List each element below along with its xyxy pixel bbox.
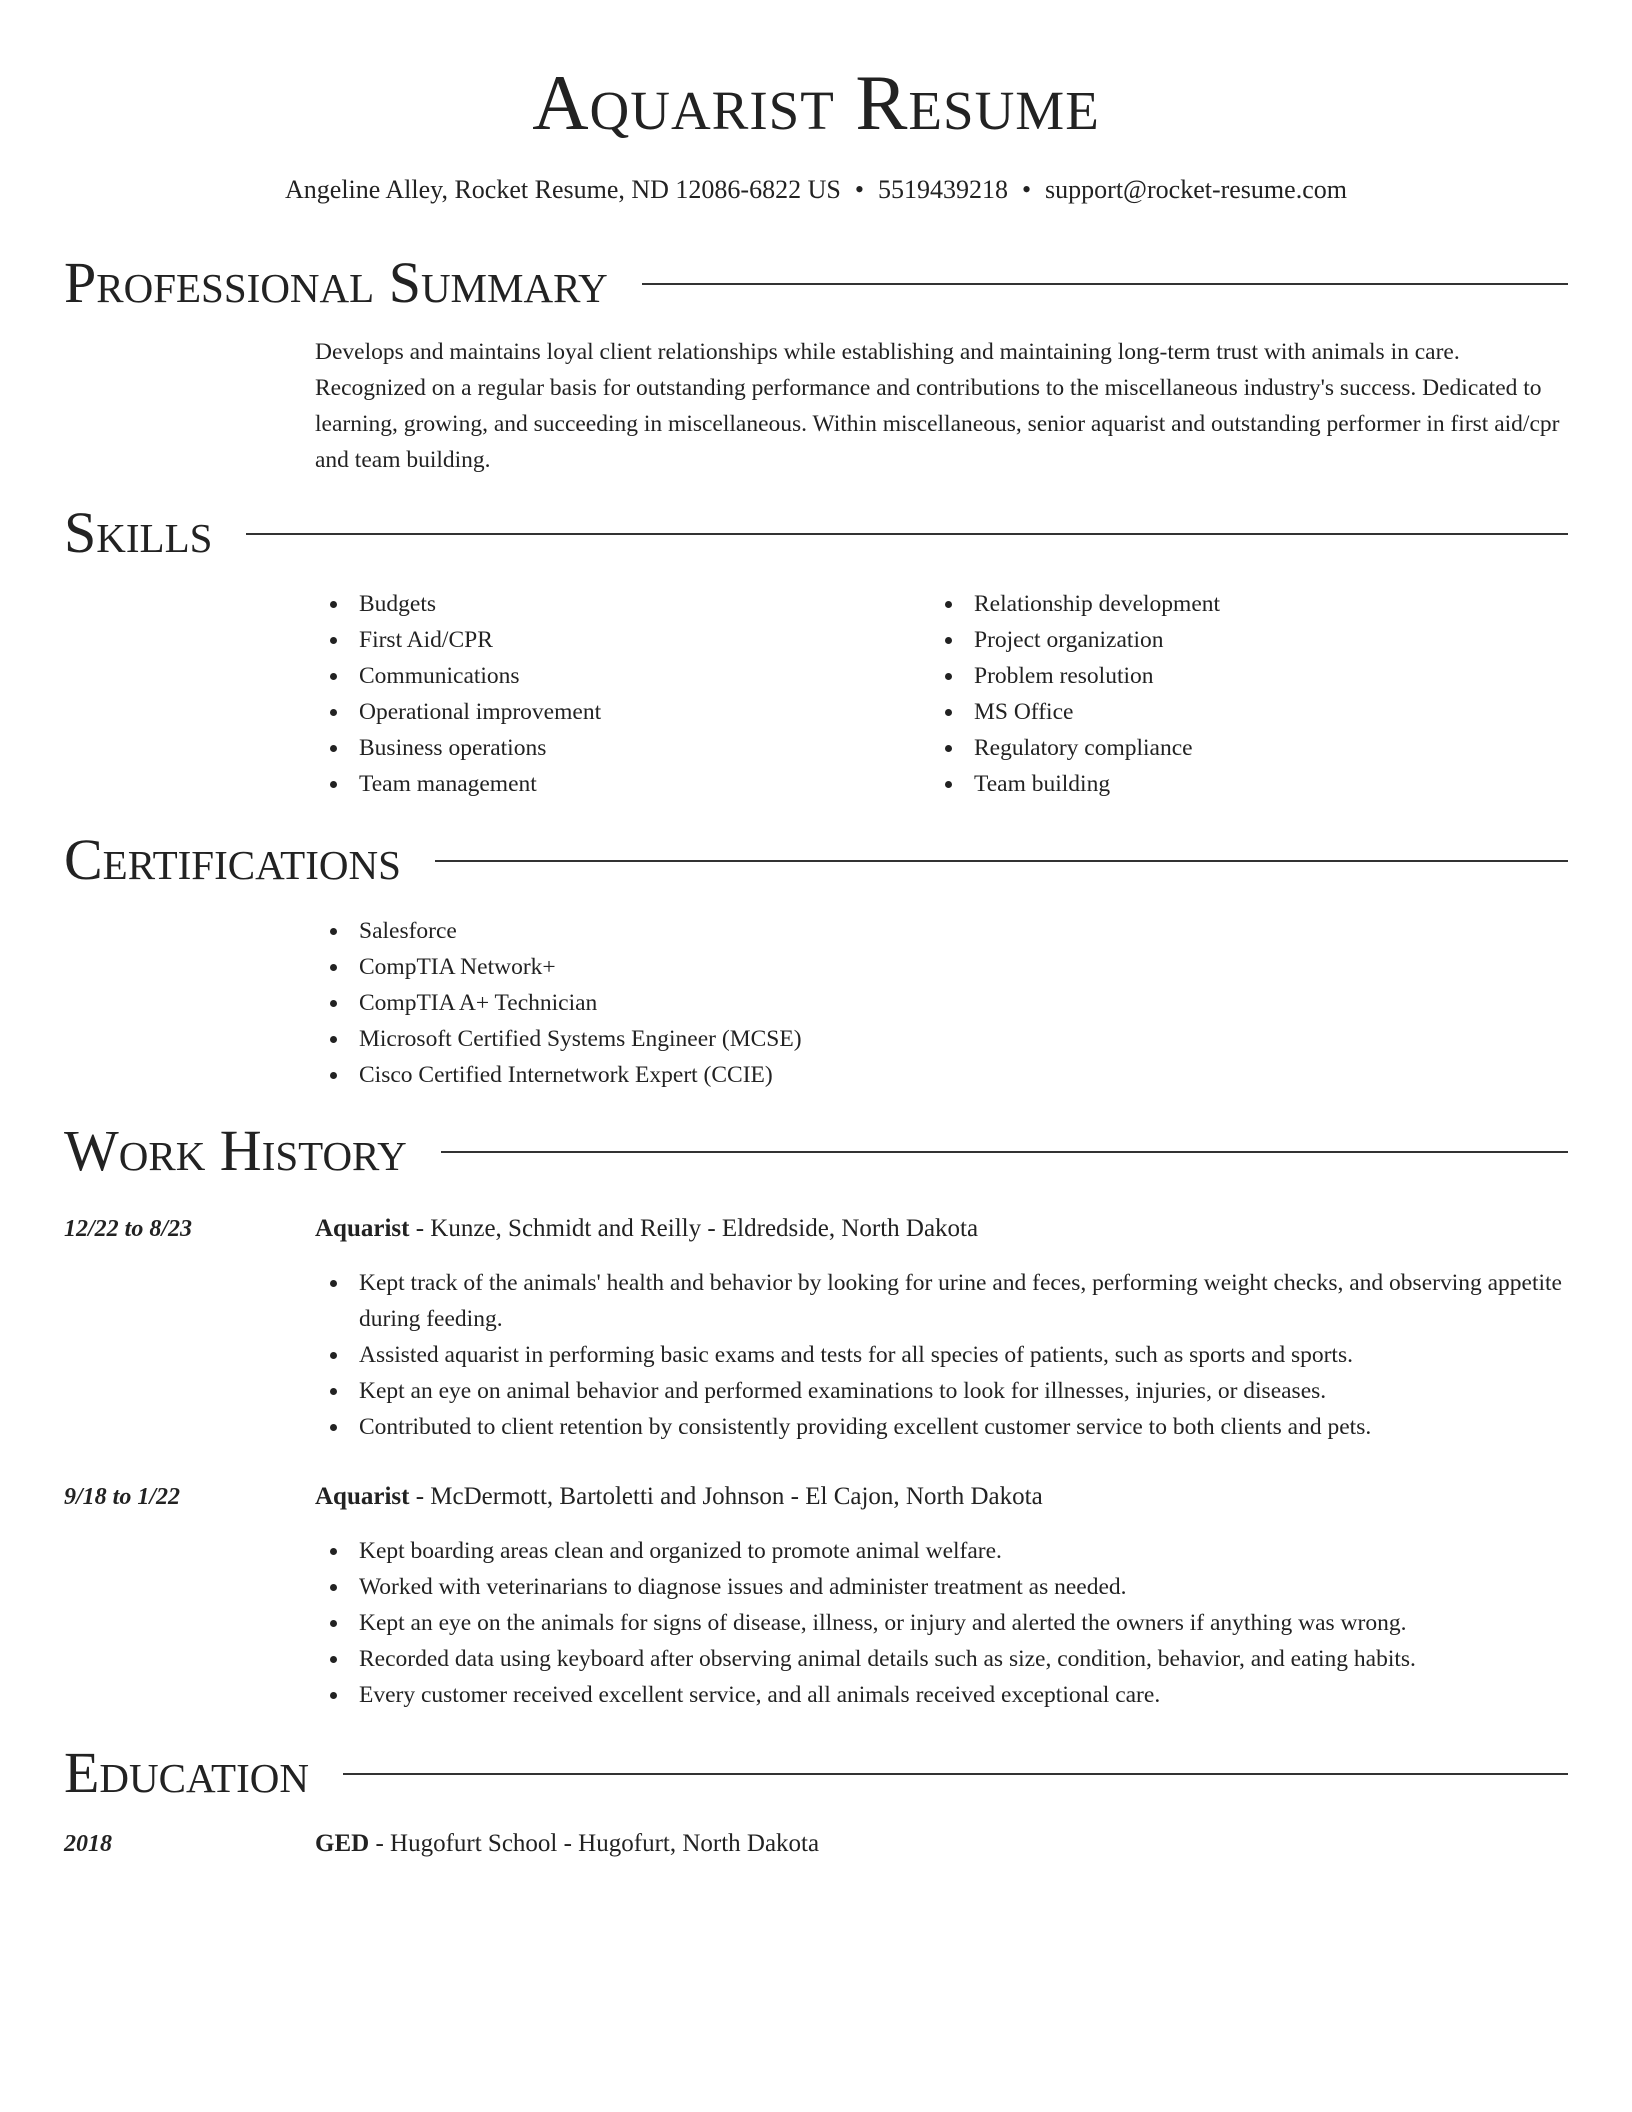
contact-address: Angeline Alley, Rocket Resume, ND 12086-6822 US bbox=[285, 175, 841, 204]
section-header-skills bbox=[64, 498, 1568, 568]
section-header-certifications bbox=[64, 825, 1568, 895]
job-bullet: Kept an eye on animal behavior and performed examinations to look for illnesses, injuries, or diseases. bbox=[315, 1373, 1580, 1409]
summary-text: Develops and maintains loyal client relationships while establishing and maintaining long-term trust with animals in care. Recognized on a regular basis for outstanding performance and contributions to the miscellaneous industry's success. Dedicated to learning, growing, and succeeding in miscellaneous. Within miscellaneous, senior aquarist and outstanding performer in first aid/cpr and team building. bbox=[315, 339, 1560, 473]
job-bullet: Worked with veterinarians to diagnose issues and administer treatment as needed. bbox=[315, 1569, 1580, 1605]
section-title-work-history: Work History bbox=[64, 1118, 407, 1183]
contact-phone: 5519439218 bbox=[877, 175, 1008, 204]
contact-separator: • bbox=[1021, 175, 1032, 204]
certifications-list bbox=[315, 913, 1575, 1093]
section-divider bbox=[246, 533, 1568, 535]
education-heading bbox=[315, 1826, 819, 1862]
section-header-summary bbox=[64, 248, 1568, 318]
skill-item: Team building bbox=[930, 766, 1570, 802]
section-header-education bbox=[64, 1738, 1568, 1808]
job-bullet: Every customer received excellent service, and all animals received exceptional care. bbox=[315, 1677, 1580, 1713]
job-bullet: Kept track of the animals' health and behavior by looking for urine and feces, performing weight checks, and observing appetite during feeding. bbox=[315, 1265, 1580, 1337]
education-school: - Hugofurt School - Hugofurt, North Dakota bbox=[369, 1830, 820, 1857]
skills-column-right bbox=[930, 586, 1570, 802]
section-divider bbox=[435, 860, 1568, 862]
skills-column-left bbox=[315, 586, 915, 802]
section-title-skills: Skills bbox=[64, 500, 213, 565]
job-bullet: Kept an eye on the animals for signs of disease, illness, or injury and alerted the owners if anything was wrong. bbox=[315, 1605, 1580, 1641]
job-bullet: Assisted aquarist in performing basic exams and tests for all species of patients, such as sports and sports. bbox=[315, 1337, 1580, 1373]
section-divider bbox=[441, 1151, 1568, 1153]
section-header-work-history bbox=[64, 1116, 1568, 1186]
job-bullets bbox=[315, 1533, 1580, 1713]
job-bullets bbox=[315, 1265, 1580, 1445]
job-dates: 9/18 to 1/22 bbox=[64, 1484, 181, 1510]
certification-item: CompTIA Network+ bbox=[315, 949, 1575, 985]
skill-item: Communications bbox=[315, 658, 915, 694]
section-divider bbox=[642, 283, 1568, 285]
job-dates: 12/22 to 8/23 bbox=[64, 1216, 193, 1242]
job-employer: - Kunze, Schmidt and Reilly - Eldredside, North Dakota bbox=[409, 1215, 979, 1242]
skill-item: Team management bbox=[315, 766, 915, 802]
contact-separator: • bbox=[854, 175, 864, 204]
section-title-education: Education bbox=[64, 1740, 309, 1805]
skill-item: First Aid/CPR bbox=[315, 622, 915, 658]
skill-item: Project organization bbox=[930, 622, 1570, 658]
section-title-certifications: Certifications bbox=[64, 827, 401, 892]
job-heading bbox=[315, 1479, 1043, 1515]
skill-item: Business operations bbox=[315, 730, 915, 766]
certification-item: CompTIA A+ Technician bbox=[315, 985, 1575, 1021]
certification-item: Cisco Certified Internetwork Expert (CCIE) bbox=[315, 1057, 1575, 1093]
job-heading bbox=[315, 1211, 978, 1247]
section-title-summary: Professional Summary bbox=[64, 250, 608, 315]
education-year: 2018 bbox=[64, 1831, 112, 1857]
contact-email: support@rocket-resume.com bbox=[1045, 175, 1347, 204]
job-role: Aquarist bbox=[315, 1483, 410, 1510]
contact-line bbox=[0, 174, 1632, 206]
section-divider bbox=[343, 1773, 1568, 1775]
certification-item: Salesforce bbox=[315, 913, 1575, 949]
certification-item: Microsoft Certified Systems Engineer (MCSE) bbox=[315, 1021, 1575, 1057]
skill-item: Problem resolution bbox=[930, 658, 1570, 694]
skill-item: Budgets bbox=[315, 586, 915, 622]
skill-item: Operational improvement bbox=[315, 694, 915, 730]
job-bullet: Contributed to client retention by consistently providing excellent customer service to both clients and pets. bbox=[315, 1409, 1580, 1445]
job-bullet: Recorded data using keyboard after observing animal details such as size, condition, behavior, and eating habits. bbox=[315, 1641, 1580, 1677]
job-employer: - McDermott, Bartoletti and Johnson - El Cajon, North Dakota bbox=[409, 1483, 1043, 1510]
job-bullet: Kept boarding areas clean and organized to promote animal welfare. bbox=[315, 1533, 1580, 1569]
skill-item: Regulatory compliance bbox=[930, 730, 1570, 766]
job-role: Aquarist bbox=[315, 1215, 410, 1242]
skill-item: MS Office bbox=[930, 694, 1570, 730]
resume-title: Aquarist Resume bbox=[532, 59, 1100, 146]
education-degree: GED bbox=[315, 1830, 370, 1857]
skill-item: Relationship development bbox=[930, 586, 1570, 622]
